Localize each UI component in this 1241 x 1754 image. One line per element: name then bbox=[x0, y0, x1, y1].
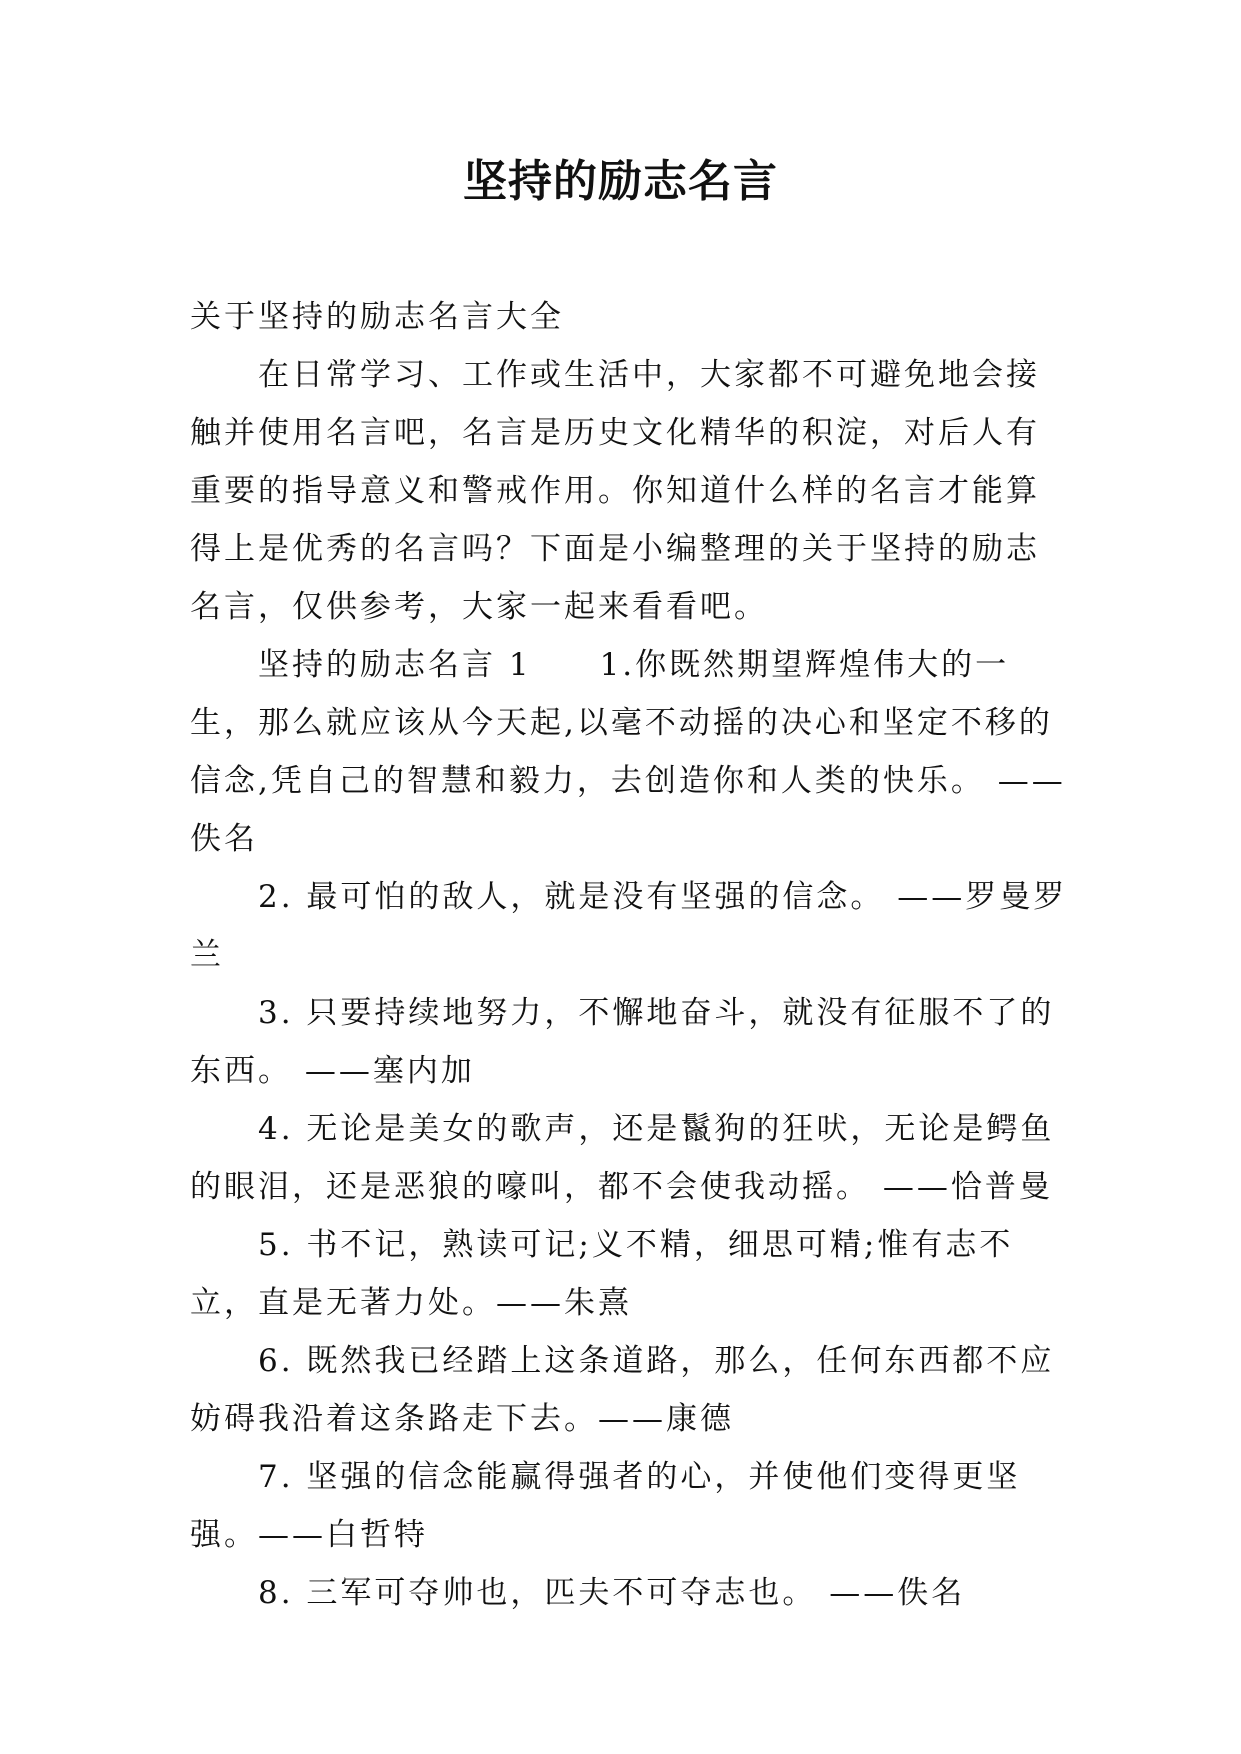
quote-paragraph-5: 5. 书不记，熟读可记;义不精，细思可精;惟有志不立，直是无著力处。——朱熹 bbox=[190, 1227, 1014, 1321]
section-heading: 关于坚持的励志名言大全 bbox=[190, 299, 564, 335]
quote-paragraph-6: 6. 既然我已经踏上这条道路，那么，任何东西都不应妨碍我沿着这条路走下去。——康德 bbox=[190, 1343, 1055, 1437]
document-title: 坚持的励志名言 bbox=[463, 156, 778, 207]
quote-paragraph-4: 4. 无论是美女的歌声，还是鬣狗的狂吠，无论是鳄鱼的眼泪，还是恶狼的嚎叫，都不会使我动摇。 ——恰普曼 bbox=[190, 1111, 1055, 1205]
quote-paragraph-1: 坚持的励志名言 1 1.你既然期望辉煌伟大的一生，那么就应该从今天起,以毫不动摇的决心和坚定不移的信念,凭自己的智慧和毅力，去创造你和人类的快乐。 ——佚名 bbox=[190, 647, 1066, 857]
document-body bbox=[190, 288, 1070, 1622]
quote-paragraph-3: 3. 只要持续地努力，不懈地奋斗，就没有征服不了的东西。 ——塞内加 bbox=[190, 995, 1055, 1089]
quote-paragraph-2: 2. 最可怕的敌人，就是没有坚强的信念。 ——罗曼罗兰 bbox=[190, 879, 1068, 973]
quote-paragraph-8: 8. 三军可夺帅也，匹夫不可夺志也。 ——佚名 bbox=[258, 1575, 966, 1611]
quote-paragraph-7: 7. 坚强的信念能赢得强者的心，并使他们变得更坚强。——白哲特 bbox=[190, 1459, 1021, 1553]
intro-paragraph: 在日常学习、工作或生活中，大家都不可避免地会接触并使用名言吧，名言是历史文化精华的积淀，对后人有重要的指导意义和警戒作用。你知道什么样的名言才能算得上是优秀的名言吗？下面是小编整理的关于坚持的励志名言，仅供参考，大家一起来看看吧。 bbox=[190, 357, 1040, 625]
